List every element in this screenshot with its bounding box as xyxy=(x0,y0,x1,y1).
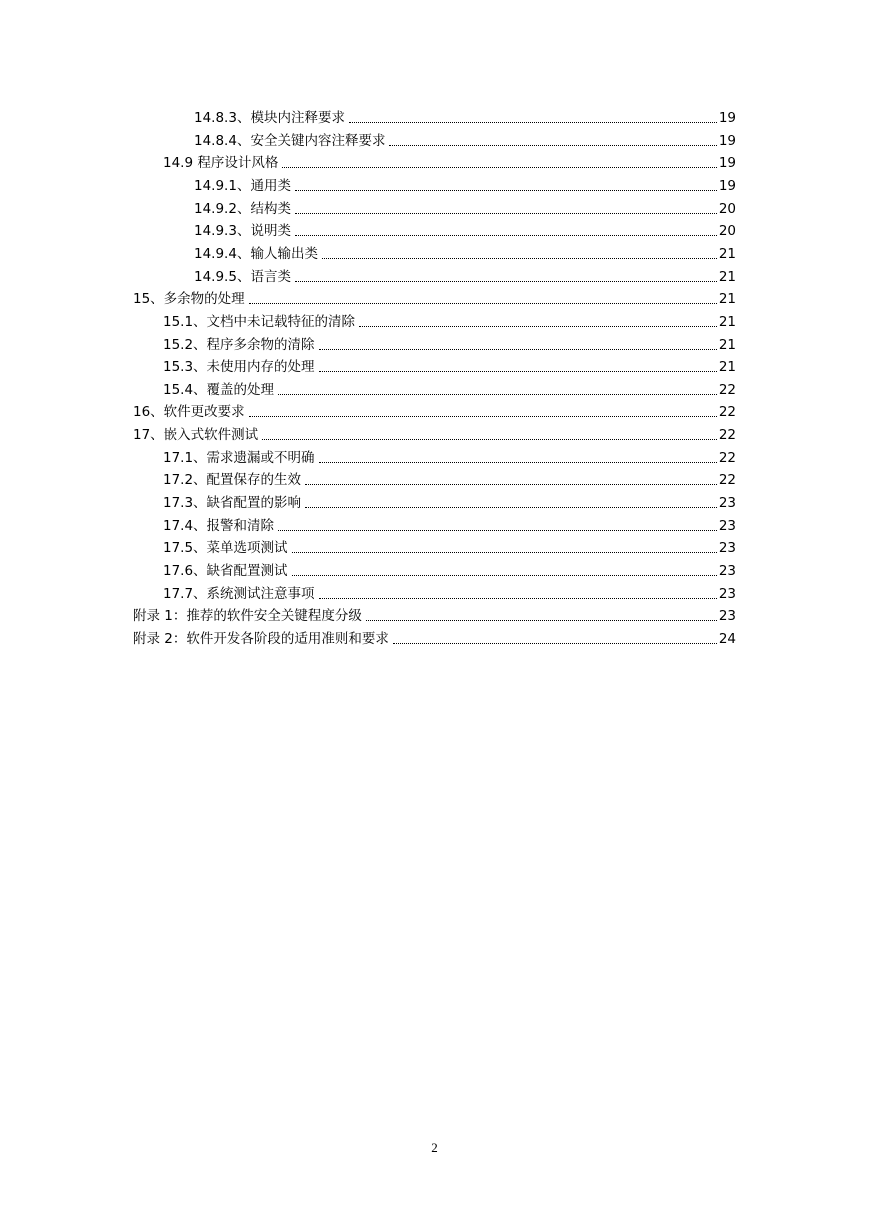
toc-entry-title: 14.8.4、安全关键内容注释要求 xyxy=(194,132,386,149)
toc-entry-title: 15.2、程序多余物的清除 xyxy=(163,336,315,353)
toc-entry-page-number: 22 xyxy=(718,472,736,489)
toc-dot-leader xyxy=(305,484,717,485)
toc-entry-page-number: 23 xyxy=(718,517,736,534)
toc-entry[interactable] xyxy=(163,149,736,171)
toc-entry-page-number: 21 xyxy=(718,313,736,330)
toc-dot-leader xyxy=(278,530,717,531)
toc-entry-title: 附录 1：推荐的软件安全关键程度分级 xyxy=(133,608,362,625)
toc-entry-title: 15.1、文档中未记载特征的清除 xyxy=(163,313,356,330)
toc-entry-title: 14.9.5、语言类 xyxy=(194,268,291,285)
toc-dot-leader xyxy=(319,371,717,372)
toc-entry[interactable] xyxy=(133,625,736,647)
toc-entry-title: 14.9.3、说明类 xyxy=(194,223,291,240)
toc-entry-page-number: 21 xyxy=(718,291,736,308)
toc-entry-title: 17.3、缺省配置的影响 xyxy=(163,495,302,512)
toc-entry[interactable] xyxy=(163,376,736,398)
toc-entry-title: 14.9.4、输人输出类 xyxy=(194,245,318,262)
toc-dot-leader xyxy=(295,213,717,214)
toc-entry[interactable] xyxy=(163,466,736,488)
toc-entry-title: 15.3、未使用内存的处理 xyxy=(163,359,315,376)
toc-entry[interactable] xyxy=(133,602,736,624)
toc-entry-title: 15.4、覆盖的处理 xyxy=(163,381,275,398)
toc-entry[interactable] xyxy=(163,353,736,375)
toc-entry-title: 16、软件更改要求 xyxy=(133,404,245,421)
toc-entry-page-number: 23 xyxy=(718,563,736,579)
toc-entry[interactable] xyxy=(163,308,736,330)
toc-entry-page-number: 22 xyxy=(718,381,736,398)
toc-entry-page-number: 19 xyxy=(718,155,736,172)
toc-entry[interactable] xyxy=(133,285,736,307)
toc-entry-page-number: 23 xyxy=(718,540,736,557)
toc-entry[interactable] xyxy=(163,534,736,556)
toc-entry[interactable] xyxy=(194,217,736,239)
toc-entry-page-number: 23 xyxy=(718,608,736,625)
toc-entry[interactable] xyxy=(163,444,736,466)
toc-entry-page-number: 22 xyxy=(718,427,736,444)
toc-entry-title: 14.8.3、模块内注释要求 xyxy=(194,110,345,126)
toc-dot-leader xyxy=(292,575,717,576)
toc-entry-title: 17.5、菜单选项测试 xyxy=(163,540,288,557)
toc-entry-title: 17.4、报警和清除 xyxy=(163,517,275,534)
toc-entry-page-number: 19 xyxy=(718,110,736,126)
toc-dot-leader xyxy=(282,167,716,168)
page-number: 2 xyxy=(431,1140,438,1155)
toc-dot-leader xyxy=(292,552,717,553)
toc-entry[interactable] xyxy=(163,557,736,579)
toc-entry[interactable] xyxy=(163,489,736,511)
toc-entry-page-number: 19 xyxy=(718,177,736,194)
toc-entry-page-number: 21 xyxy=(718,359,736,376)
toc-entry-page-number: 22 xyxy=(718,449,736,466)
toc-dot-leader xyxy=(389,145,716,146)
toc-entry-page-number: 21 xyxy=(718,336,736,353)
toc-entry-title: 14.9.1、通用类 xyxy=(194,177,291,194)
toc-entry[interactable] xyxy=(194,104,736,126)
toc-dot-leader xyxy=(295,235,717,236)
toc-entry[interactable] xyxy=(163,331,736,353)
toc-dot-leader xyxy=(262,439,717,440)
toc-entry-page-number: 21 xyxy=(718,268,736,285)
toc-entry-page-number: 21 xyxy=(718,245,736,262)
toc-entry[interactable] xyxy=(133,398,736,420)
toc-dot-leader xyxy=(305,507,717,508)
toc-entry-title: 14.9 程序设计风格 xyxy=(163,155,279,172)
toc-dot-leader xyxy=(319,349,717,350)
toc-entry-title: 17、嵌入式软件测试 xyxy=(133,427,259,444)
toc-entry[interactable] xyxy=(194,263,736,285)
toc-entry-title: 附录 2：软件开发各阶段的适用准则和要求 xyxy=(133,630,389,647)
toc-entry-title: 17.1、需求遗漏或不明确 xyxy=(163,449,315,466)
toc-dot-leader xyxy=(359,326,717,327)
toc-entry-page-number: 23 xyxy=(718,585,736,602)
toc-entry[interactable] xyxy=(163,512,736,534)
toc-dot-leader xyxy=(295,190,717,191)
toc-entry[interactable] xyxy=(194,195,736,217)
toc-dot-leader xyxy=(322,258,717,259)
toc-dot-leader xyxy=(278,394,717,395)
toc-entry[interactable] xyxy=(194,240,736,262)
toc-dot-leader xyxy=(249,416,717,417)
toc-entry[interactable] xyxy=(133,421,736,443)
toc-entry[interactable] xyxy=(194,127,736,149)
toc-entry-page-number: 23 xyxy=(718,495,736,512)
toc-dot-leader xyxy=(349,122,717,123)
toc-entry-title: 15、多余物的处理 xyxy=(133,291,245,308)
toc-entry[interactable] xyxy=(194,172,736,194)
toc-entry-title: 17.6、缺省配置测试 xyxy=(163,563,288,579)
toc-entry-title: 14.9.2、结构类 xyxy=(194,200,291,217)
toc-dot-leader xyxy=(393,643,717,644)
toc-entry-page-number: 20 xyxy=(718,200,736,217)
toc-entry-page-number: 19 xyxy=(718,132,736,149)
toc-entry[interactable] xyxy=(163,580,736,602)
toc-entry-page-number: 20 xyxy=(718,223,736,240)
toc-entry-title: 17.2、配置保存的生效 xyxy=(163,472,302,489)
toc-dot-leader xyxy=(249,303,717,304)
toc-dot-leader xyxy=(319,598,717,599)
toc-dot-leader xyxy=(295,281,717,282)
toc-entry-title: 17.7、系统测试注意事项 xyxy=(163,585,315,602)
toc-entry-page-number: 22 xyxy=(718,404,736,421)
toc-dot-leader xyxy=(319,462,717,463)
toc-dot-leader xyxy=(366,620,717,621)
toc-entry-page-number: 24 xyxy=(718,630,736,647)
